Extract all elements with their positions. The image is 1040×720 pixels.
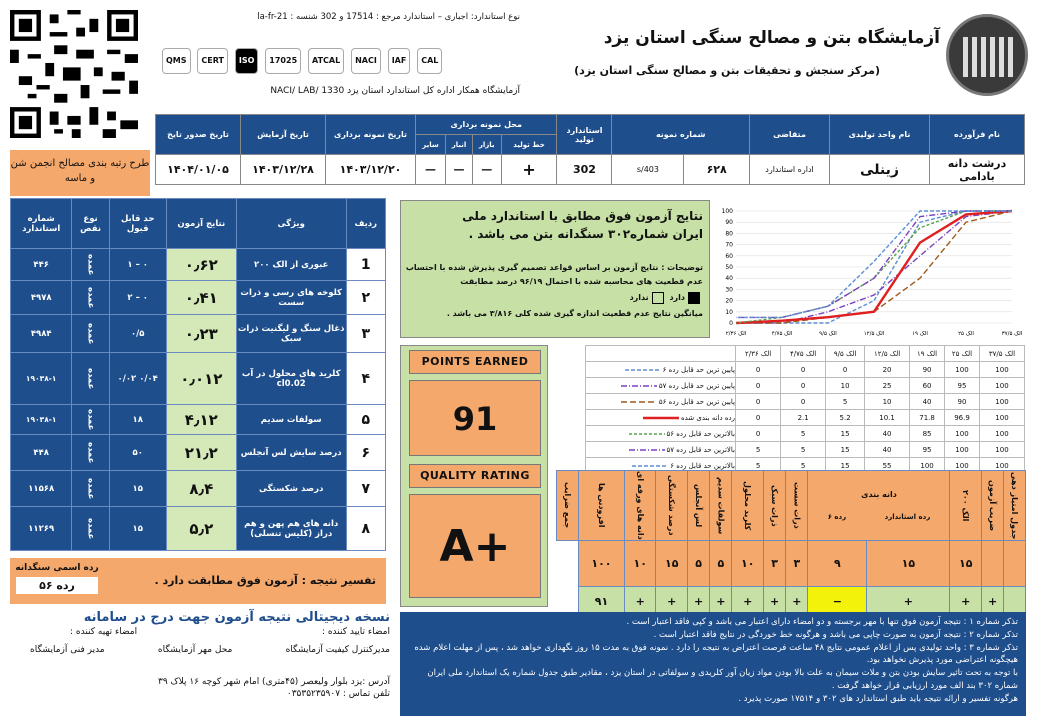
legend-value: 20 [865,362,910,378]
col-limit: حد قابل قبول [109,199,166,249]
grading-label: دانه بندی [861,489,897,499]
qr-code [10,10,138,138]
legend-value: 71.8 [910,410,945,426]
grade-mark: + [950,586,981,616]
table-row [11,405,386,435]
notes-box [400,612,1026,716]
result-value: ۴٫۱۲ [166,405,236,435]
chart-grid [736,211,1012,323]
col-defect-type: نوع نقص [72,199,109,249]
grade-head: کلرید محلول [732,471,763,541]
defect-type: عمده [72,471,109,507]
grade-head: دانه های ورقه ای [625,471,656,541]
y-tick-label: 50 [725,264,733,271]
place-other: سایر [416,135,446,155]
grade-weight: ۵ [710,540,732,586]
cert-logo: ISO [235,48,259,74]
grade-mark: ۹۱ [578,586,624,616]
grade-head: سولفات سدیم [710,471,732,541]
points-label: POINTS EARNED [409,350,541,374]
x-tick-label: الک ۳۷/۵ [1001,331,1022,337]
defect-type: عمده [72,507,109,551]
sample-code-value: s/403 [612,155,684,185]
std-number: ۱۱۲۶۹ [11,507,72,551]
legend-value: 10 [826,378,865,394]
note-line: تذکر شماره ۲ : نتیجه آزمون به صورت چاپی می باشد و هرگونه خط خوردگی در نتایج فاقد اعتبار است . [653,629,1018,640]
legend-value: 100 [979,426,1024,442]
grade-weight: ۱۰ [625,540,656,586]
legend-series-name [586,442,736,458]
legend-col-head: الک ۲۵ [945,346,980,362]
grading-table [556,470,1026,617]
y-tick-label: 10 [725,308,733,316]
hasnot-checkbox [652,292,664,304]
legend-label: بالاترین حد قابل رده ۶ [670,461,735,470]
legend-swatch [630,462,670,470]
row-number: ۶ [346,435,385,471]
grade-head: جدول امتیاز دهی [1004,471,1026,541]
grade-sub: رده ۶ [827,512,847,521]
std-value: 302 [557,155,612,185]
legend-value: 0 [736,426,781,442]
sampling-date-value: ۱۴۰۳/۱۲/۲۰ [326,155,416,185]
grade-head: لس آنجلس [687,471,709,541]
legend-value: 5 [736,458,781,474]
table-row [11,315,386,353]
legend-value: 100 [945,362,980,378]
test-results-table [10,198,386,551]
grading-chart [712,205,1022,345]
col-product: نام فرآورده [930,115,1025,155]
interpretation: تفسیر نتیجه : آزمون فوق مطابقت دارد . [104,558,386,604]
col-issue-date: تاریخ صدور تایخ [156,115,241,155]
legend-swatch [619,398,659,406]
note-line: تذکر شماره ۱ : نتیجه آزمون فوق تنها با مهر برجسته و دو امضاء دارای اعتبار می باشد و کپی فاقد اعتبار است . [626,617,1018,627]
legend-value: 15 [826,426,865,442]
has-checkbox [688,292,700,304]
grade-head: الک ۲۰۰ [950,471,981,541]
legend-value: 2.1 [781,410,826,426]
grade-weight: ۱۵ [867,540,950,586]
legend-value: 95 [945,378,980,394]
x-tick-label: الک ۹/۵ [819,331,837,337]
legend-value: 90 [945,394,980,410]
grade-weight: ۳ [786,540,808,586]
lab-logo [946,14,1028,96]
role: محل مهر آزمایشگاه [157,645,233,655]
property-name: ذغال سنگ و لیگنیت ذرات سبک [236,315,346,353]
grade-weights-row [557,540,1026,586]
legend-series-name [586,394,736,410]
legend-swatch [641,414,681,422]
limit-value: ۵۰ [109,435,166,471]
legend-value: 0 [736,410,781,426]
sample-no-value: ۶۲۸ [684,155,750,185]
legend-label: پایین ترین حد قابل رده ۵۷ [658,381,735,390]
grade-weight: ۳ [763,540,785,586]
cert-logo: NACI [351,48,381,74]
legend-value: 55 [865,458,910,474]
prep-label: امضاء تهیه کننده : [70,627,138,637]
defect-type: عمده [72,435,109,471]
ranking-plan-box: طرح رتبه بندی مصالح انجمن شن و ماسه [10,150,150,196]
grade-weight: ۵ [687,540,709,586]
legend-col-head: الک ۲/۳۶ [736,346,781,362]
sign-label: امضاء تایید کننده : [321,627,390,637]
row-number: ۳ [346,315,385,353]
lab-subtitle: (مرکز سنجش و تحقیقات بتن و مصالح سنگی استان یزد) [574,64,880,77]
legend-label: پایین ترین حد قابل رده ۶ [662,365,735,374]
limit-value: ۱۵ [109,471,166,507]
legend-series-name [586,378,736,394]
legend-row [586,394,1025,410]
result-value: ۰٫۶۲ [166,249,236,281]
col-unit: نام واحد تولیدی [830,115,930,155]
legend-value: 0 [736,378,781,394]
defect-type: عمده [72,315,109,353]
address: آدرس :یزد بلوار ولیعصر (۴۵متری) امام شهر کوچه ۱۶ پلاک ۳۹ [158,677,390,687]
property-name: عبوری از الک ۲۰۰ [236,249,346,281]
nominal-rank-box [10,558,104,604]
grade-mark: + [981,586,1003,616]
cert-logo: IAF [388,48,411,74]
grade-head: افزودنی ها [578,471,624,541]
legend-series-name [586,426,736,442]
grade-mark: + [786,586,808,616]
col-property: ویژگی [236,199,346,249]
grade-weight: ۱۰۰ [578,540,624,586]
legend-row [586,426,1025,442]
place-line: خط تولید [501,135,557,155]
legend-series-name [586,410,736,426]
property-name: کلرید های محلول در آب cl0.02 [236,353,346,405]
table-row [11,435,386,471]
grade-head: ضریب آزمون [981,471,1003,541]
unit-value: زینلی [830,155,930,185]
grade-weight [981,540,1003,586]
legend-value: 0 [736,394,781,410]
std-number: ۱۱۵۶۸ [11,471,72,507]
legend-value: 10.1 [865,410,910,426]
legend-value: 100 [979,362,1024,378]
legend-value: 5 [826,394,865,410]
standard-line: نوع استاندارد: اجباری – استاندارد مرجع : 17514 و 302 شنسه : la-fr-21 [257,12,520,22]
legend-value: 100 [979,378,1024,394]
has-label: دارد [669,293,685,302]
legend-value: 85 [910,426,945,442]
place-line-value: + [501,155,557,185]
place-bazaar-value: — [472,155,501,185]
y-tick-label: 80 [725,230,733,238]
grade-head: ذرات سست [786,471,808,541]
legend-value: 0 [781,394,826,410]
series-line [736,211,1012,317]
result-desc-1: توضیحات : نتایج آزمون بر اساس قواعد تصمیم گیری پذیرش شده با احتساب عدم قطعیت های محاسبه شده با احتمال ۹۶/۱۹ درصد مطابقت [405,263,703,286]
grade-mark: + [656,586,687,616]
grade-sub: رده استاندارد [884,512,931,521]
legend-value: 100 [979,410,1024,426]
footer-title: نسخه دیجیتالی نتیجه آزمون جهت درج در سامانه [83,610,390,625]
grade-mark: + [687,586,709,616]
std-number: ۴۴۸ [11,435,72,471]
legend-value: 100 [910,458,945,474]
legend-row [586,410,1025,426]
cert-logo: 17025 [265,48,301,74]
row-number: 1 [346,249,385,281]
grade-weight: ۱۵ [950,540,981,586]
y-tick-label: 0 [729,320,733,327]
legend-col-head: الک ۳۷/۵ [979,346,1024,362]
y-tick-label: 100 [721,208,733,215]
legend-row [586,442,1025,458]
legend-value: 60 [910,378,945,394]
legend-value: 40 [865,442,910,458]
y-tick-label: 90 [725,219,733,227]
property-name: درصد شکستگی [236,471,346,507]
legend-label: پایین ترین حد قابل رده ۵۶ [658,397,735,406]
legend-value: 0 [781,378,826,394]
legend-value: 15 [826,442,865,458]
chart-data-table [585,345,1025,474]
legend-col-head: الک ۹/۵ [826,346,865,362]
legend-value: 10 [865,394,910,410]
limit-value: ۱۵ [109,507,166,551]
defect-type: عمده [72,405,109,435]
legend-value: 0 [781,362,826,378]
legend-value: 0 [736,362,781,378]
result-value: ۰٫۰۱۲ [166,353,236,405]
legend-value: 96.9 [945,410,980,426]
role: مدیرکنترل کیفیت آزمایشگاه [285,645,390,655]
defect-type: عمده [72,249,109,281]
legend-value: 25 [865,378,910,394]
legend-value: 0 [826,362,865,378]
legend-swatch [623,366,663,374]
legend-value: 40 [910,394,945,410]
limit-value: ۰ – ۱ [109,249,166,281]
chart-x-labels [726,330,1022,337]
col-sample-no: شماره نمونه [612,115,750,155]
legend-value: 5 [781,442,826,458]
grade-weight: ۹ [808,540,867,586]
cert-logo: CAL [417,48,442,74]
grade-mark: + [732,586,763,616]
legend-col-head: الک ۱۲/۵ [865,346,910,362]
grade-head: ذرات سبک [763,471,785,541]
legend-blank [586,346,736,362]
col-place: محل نمونه برداری [416,115,557,135]
col-applicant: متقاضی [750,115,830,155]
legend-value: 5 [736,442,781,458]
legend-col-head: الک ۴/۷۵ [781,346,826,362]
row-number: ۵ [346,405,385,435]
note-line: هرگونه تفسیر و ارائه نتیجه باید طبق استاندارد های ۳۰۲ و ۱۷۵۱۴ صورت پذیرد . [738,693,1018,704]
rating-value: A+ [409,494,541,598]
y-tick-label: 40 [725,275,733,283]
cert-logo: ATCAL [308,48,344,74]
y-tick-label: 20 [725,297,733,305]
issue-date-value: ۱۴۰۴/۰۱/۰۵ [156,155,241,185]
legend-swatch [627,430,667,438]
defect-type: عمده [72,281,109,315]
place-anbar-value: — [446,155,473,185]
cert-logo: CERT [197,48,228,74]
series-line [736,211,1012,317]
std-number: ۱۹۰۳۸-۱ [11,405,72,435]
result-value: ۸٫۴ [166,471,236,507]
limit-value: ۰/۵ [109,315,166,353]
property-name: درصد سایش لس آنجلس [236,435,346,471]
result-value: ۵٫۲ [166,507,236,551]
legend-row [586,378,1025,394]
legend-value: 100 [945,442,980,458]
col-sampling-date: تاریخ نمونه برداری [326,115,416,155]
legend-value: 5 [781,458,826,474]
legend-value: 90 [910,362,945,378]
legend-swatch [619,382,659,390]
result-value: ۰٫۲۳ [166,315,236,353]
limit-value: ۰/۰۴ ۰/۰۲ [109,353,166,405]
legend-series-name [586,362,736,378]
col-std: استاندارد تولید [557,115,612,155]
footer-sign-labels [10,627,390,637]
table-row [11,507,386,551]
legend-value: 95 [910,442,945,458]
std-number: ۴۹۸۴ [11,315,72,353]
coop-line: آزمایشگاه همکار اداره کل استاندارد استان یزد NACI/ LAB/ 1330 [270,86,520,96]
col-result: نتایج آزمون [166,199,236,249]
product-value: درشت دانه بادامی [930,155,1025,185]
points-value: 91 [409,380,541,456]
legend-header-row [586,346,1025,362]
grade-mark: + [867,586,950,616]
place-anbar: انبار [446,135,473,155]
grade-weight: ۱۵ [656,540,687,586]
conformity-row [403,291,703,305]
score-panel [400,345,548,607]
place-other-value: — [416,155,446,185]
row-number: ۸ [346,507,385,551]
role: مدیر فنی آزمایشگاه [30,645,105,655]
legend-label: بالاترین حد قابل رده ۵۶ [666,429,735,438]
std-number: ۱۹۰۳۸-۱ [11,353,72,405]
grade-weight-label [1004,540,1026,586]
table-row [11,353,386,405]
grade-weight: ۱۰ [732,540,763,586]
legend-value: 100 [945,426,980,442]
test-date-value: ۱۴۰۳/۱۲/۲۸ [241,155,326,185]
property-name: کلوخه های رسی و ذرات سست [236,281,346,315]
result-description [403,261,703,321]
legend-value: 100 [945,458,980,474]
grade-head: جمع ضرایب [557,471,579,541]
lab-name: آزمایشگاه بتن و مصالح سنگی استان یزد [603,28,940,48]
std-number: ۴۹۷۸ [11,281,72,315]
certificate-logos [160,48,520,78]
x-tick-label: الک ۱۲/۵ [863,331,885,337]
chart-y-labels [722,208,734,327]
nominal-rank-label: رده اسمی سنگدانه [15,563,99,573]
cert-logo: QMS [162,48,191,74]
defect-type: عمده [72,353,109,405]
legend-value: 40 [865,426,910,442]
rating-label: QUALITY RATING [409,464,541,488]
y-tick-label: 30 [725,286,733,294]
grade-head: درصد شکستگی [656,471,687,541]
grade-mark: + [710,586,732,616]
place-bazaar: بازار [472,135,501,155]
table-row [11,249,386,281]
result-desc-2: میانگین نتایج عدم قطعیت اندازه گیری شده کلی ۳/۸۱۶ می باشد . [446,309,703,318]
result-value: ۰٫۴۱ [166,281,236,315]
legend-swatch [627,446,667,454]
limit-value: ۰ – ۲ [109,281,166,315]
col-test-date: تاریخ آزمایش [241,115,326,155]
legend-col-head: الک ۱۹ [910,346,945,362]
grade-mark: + [763,586,785,616]
y-tick-label: 70 [725,241,733,249]
sample-info-table [155,114,1025,185]
legend-label: بالاترین حد قابل رده ۵۷ [666,445,735,454]
table-row [11,471,386,507]
std-number: ۴۴۶ [11,249,72,281]
legend-value: 5.2 [826,410,865,426]
legend-value: 100 [979,442,1024,458]
x-tick-label: الک ۲/۳۶ [725,331,747,337]
x-tick-label: الک ۱۹ [912,331,928,337]
legend-value: 100 [979,394,1024,410]
legend-label: رده دانه بندی شده [680,413,735,422]
footer-roles [10,645,390,655]
table-row [11,281,386,315]
row-number: ۷ [346,471,385,507]
note-line: تذکر شماره ۳ : واحد تولیدی پس از اعلام عمومی نتایج ۴۸ ساعت فرصت اعتراض به نتیجه را دارد . نمونه فوق به مدت ۱۵ روز نگهداری خواهد شد ، پس از مهلت اعلام شده هیچگونه اعتراضی مورد پذیرش نخواهد بود. [414,642,1018,666]
property-name: سولفات سدیم [236,405,346,435]
phone: تلفن تماس : ۰۳۵۳۵۲۳۵۹۰۷ [286,689,390,699]
legend-value: 15 [826,458,865,474]
result-title: نتایج آزمون فوق مطابق با استاندارد ملی ایران شماره۳۰۲ سنگدانه بتن می باشد . [462,209,703,241]
col-std-no: شماره استاندارد [11,199,72,249]
note-line: با توجه به تحت تاثیر سایش بودن بتن و ملات سیمان به علت بالا بودن مواد زیان آور کلریدی و سولفاتی در استان یزد ، مقادیر طبق جدول شماره یک استاندارد ملی ایران شماره ۳۰۲ بند الف مورد ارزیابی قرار خواهد گرفت . [427,668,1018,691]
y-tick-label: 60 [725,252,733,260]
row-number: ۲ [346,281,385,315]
result-box [400,200,710,338]
hasnot-label: ندارد [629,293,649,302]
x-tick-label: الک ۲۵ [958,331,974,337]
row-number: ۴ [346,353,385,405]
legend-value: 5 [781,426,826,442]
property-name: دانه های هم پهن و هم دراز (کلیس تنسلی) [236,507,346,551]
col-row-no: ردیف [346,199,385,249]
grade-mark: + [625,586,656,616]
applicant-value: اداره استاندارد [750,155,830,185]
footer [10,610,390,699]
grade-head [808,471,950,541]
grade-mark: − [808,586,867,616]
legend-value: 100 [979,458,1024,474]
x-tick-label: الک ۴/۷۵ [771,331,793,337]
result-value: ۲۱٫۲ [166,435,236,471]
nominal-rank-value: رده ۵۶ [16,577,98,594]
limit-value: ۱۸ [109,405,166,435]
legend-row [586,362,1025,378]
